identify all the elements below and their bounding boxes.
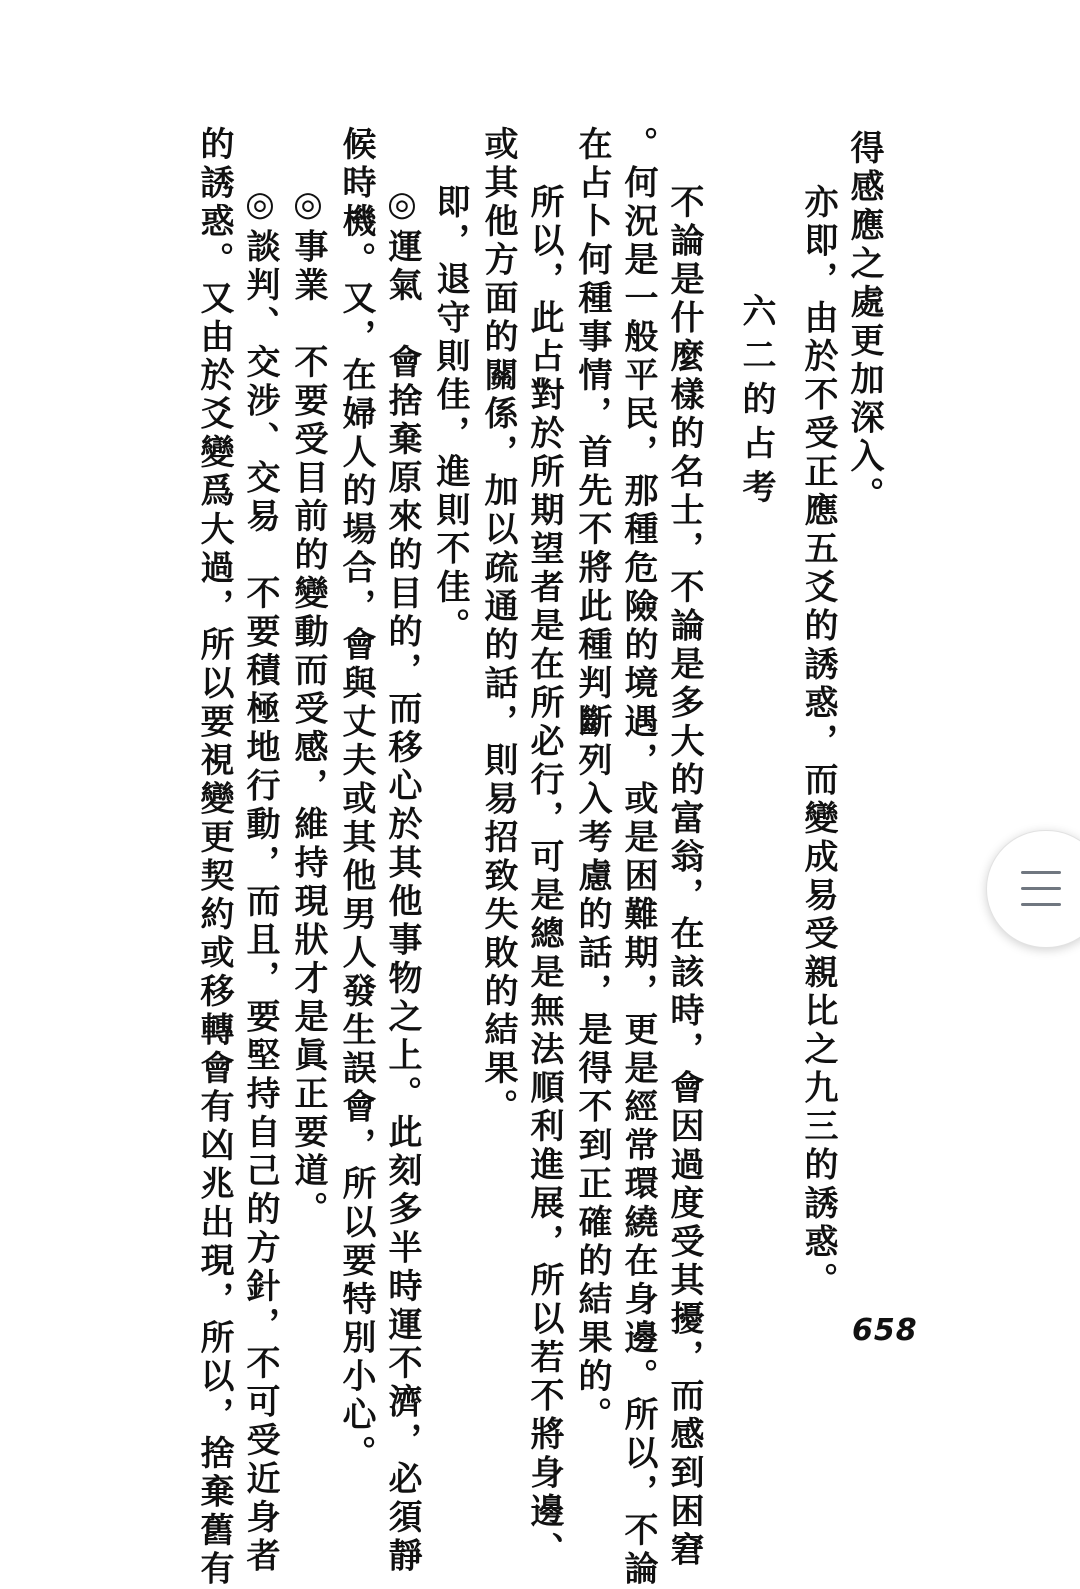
text-column-6: 在占卜何種事情，首先不將此種判斷列入考慮的話，是得不到正確的結果的。 bbox=[572, 126, 612, 1435]
text-column-2: 亦即，由於不受正應五爻的誘惑，而變成易受親比之九三的誘惑。 bbox=[798, 184, 838, 1301]
text-column-4: 不論是什麼樣的名士，不論是多大的富翁，在該時，會因過度受其擾，而感到困窘 bbox=[664, 184, 704, 1570]
text-column-11: 候時機。又，在婦人的場合，會與丈夫或其他男人發生誤會，所以要特別小心。 bbox=[336, 126, 376, 1474]
page-number: 658 bbox=[852, 1313, 918, 1348]
hamburger-menu-icon bbox=[1021, 871, 1061, 907]
text-column-7: 所以，此占對於所期望者是在所必行，可是總是無法順利進展，所以若不將身邊、 bbox=[524, 184, 564, 1570]
text-column-8: 或其他方面的關係，加以疏通的話，則易招致失敗的結果。 bbox=[478, 126, 518, 1127]
text-column-14: 的誘惑。又由於爻變爲大過，所以要視變更契約或移轉會有凶兆出現，所以，捨棄舊有 bbox=[194, 126, 234, 1589]
text-column-1: 得感應之處更加深入。 bbox=[844, 130, 884, 515]
text-column-9: 即，退守則佳，進則不佳。 bbox=[430, 184, 470, 646]
text-column-13: ◎談判、交涉、交易 不要積極地行動，而且，要堅持自己的方針，不可受近身者 bbox=[240, 184, 280, 1576]
text-column-12: ◎事業 不要受目前的變動而受感，維持現狀才是眞正要道。 bbox=[288, 184, 328, 1230]
text-column-5: 。何況是一般平民，那種危險的境遇，或是困難期，更是經常環繞在身邊。所以，不論 bbox=[618, 126, 658, 1589]
section-heading: 六二的占考 bbox=[736, 293, 776, 513]
text-column-10: ◎運氣 會捨棄原來的目的，而移心於其他事物之上。此刻多半時運不濟，必須靜 bbox=[382, 184, 422, 1576]
